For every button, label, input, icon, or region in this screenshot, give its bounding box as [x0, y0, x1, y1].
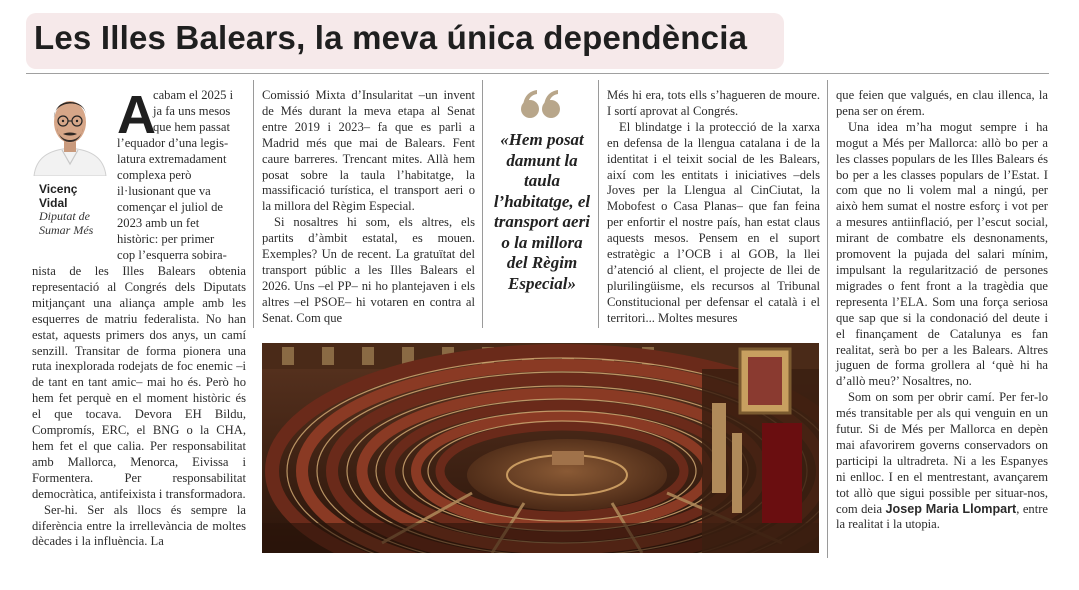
article-column-4	[607, 88, 820, 327]
intro-line: complexa però	[117, 168, 192, 182]
article-column-1	[32, 264, 246, 550]
column-divider	[827, 80, 828, 558]
headline: Les Illes Balears, la meva única dependència	[34, 19, 748, 56]
paragraph: nista de les Illes Balears obtenia representació al Congrés dels Diputats mitjançant una aliança ample amb les esquerres de matriu federalista. No han estat, aquests primers dos anys, un camí senzill. Transitar de forma pionera una ruta inexplorada rodejats de foc enemic –i de tant en tant amic– mai ho és. Però ho hem fet perquè en el moment històric és el que tocava. Devora EH Bildu, Compromís, ERC, el BNG o la CHA, hem fet el que calia. Per responsabilitat amb Mallorca, Menorca, Eivissa i Formentera. Per responsabilitat democràtica, antifeixista i transformadora.	[32, 264, 246, 501]
parliament-photo	[262, 343, 819, 553]
cited-author: Josep Maria Llompart	[885, 501, 1017, 516]
quote-mark-icon	[520, 88, 562, 125]
column-divider	[598, 80, 599, 328]
paragraph: El blindatge i la protecció de la xarxa en defensa de la llengua catalana i de la identitat i el teixit social de les Balears, així com les entitats i iniciatives –dels Joves per la Llengua al CinCiutat, la Mobofest o Casa Planas– que fan feina per enfortir el nostre país, han estat claus aquests mesos. Pensem en el suport estratègic a l’OCB i al GOB, la llei d’atenció al client, el projecte de llei de plurilingüisme, els recursos al Tribunal Constitucional per defensar el català i el territori... Moltes mesures	[607, 119, 820, 325]
paragraph: que feien que valgués, en clau illenca, la pena ser on érem.	[836, 88, 1048, 118]
drop-cap: A	[117, 85, 156, 145]
intro-line: cop l’esquerra sobira-	[117, 248, 227, 262]
article-column-2	[262, 88, 475, 327]
intro-line: començar el juliol de	[117, 200, 223, 214]
intro-line: l’equador d’una legis-	[117, 136, 229, 150]
column-divider	[482, 80, 483, 328]
intro-line: il·lusionant que va	[117, 184, 211, 198]
paragraph: Som on som per obrir camí. Per fer-lo més transitable per als qui venguin en un futur. Si de Més per Mallorca en depèn mai afavorirem governs conservadors on participi la ultradreta. Ni a les Espanyes ni enlloc. I en el mentrestant, avançarem tot allò que sigui possible per situar-nos, com deia Josep Maria Llompart, entre la realitat i la utopia.	[836, 390, 1049, 532]
intro-line: latura extremadament	[117, 152, 227, 166]
intro-line: 2023 amb un fet	[117, 216, 200, 230]
paragraph: Més hi era, tots ells s’hagueren de moure. I sortí aprovat al Congrés.	[607, 88, 820, 118]
column-divider	[253, 80, 254, 328]
pull-quote: «Hem posat damunt la taula l’habitatge, el transport aeri o la millora del Règim Especial»	[493, 130, 591, 293]
author-role: Diputat de Sumar Més	[39, 209, 94, 237]
article-column-5	[836, 88, 1048, 533]
intro-line: cabam el 2025 i	[153, 88, 234, 102]
paragraph: Comissió Mixta d’Insularitat –un invent de Més durant la meva etapa al Senat entre 2019 i 2023– fa que es parli a Madrid més que mai de Balears. Fent caure barreres. Trencant mites. Allà hem posat sobre la taula l’habitatge, la massificació turística, el transport aeri o la millora del Règim Especial.	[262, 88, 475, 214]
paragraph: Ser-hi. Ser als llocs és sempre la diferència entre la irrellevància de moltes dècades i la influència. La	[32, 502, 246, 549]
intro-line: que hem passat	[153, 120, 230, 134]
top-rule	[26, 73, 1049, 74]
author-name: Vicenç Vidal	[39, 182, 78, 210]
paragraph: Una idea m’ha mogut sempre i ha mogut a Més per Mallorca: allò bo per a les classes populars de les Illes Balears és bo per a les classes populars de l’Estat. I com que no li volem mal a ningú, per això hem sumat el nostre esforç i vot per a mesures antiinflació, per l’escut social, mirant de combatre els desnonaments, promovent la pujada del salari mínim, impulsant la regularització de persones migrades o fent front a la tragèdia que representa l’ELA. Som una força seriosa que sap que si la condonació del deute i el finançament de Catalunya es fan realitat, serà bo per a les Balears. Altres juguen de forma grollera al ‘què hi ha d’allò meu?’ Nosaltres, no.	[836, 119, 1048, 389]
intro-line: històric: per primer	[117, 232, 215, 246]
intro-line: ja fa uns mesos	[153, 104, 231, 118]
author-photo	[32, 88, 108, 176]
paragraph: Si nosaltres hi som, els altres, els partits d’àmbit estatal, es mouen. Exemples? Un de recent. La gratuïtat del transport públic a les Illes Balears el 2026. Uns –el PP– ni ho plantejaven i els altres –el PSOE– hi votaren en contra al Senat. Com que	[262, 215, 475, 325]
